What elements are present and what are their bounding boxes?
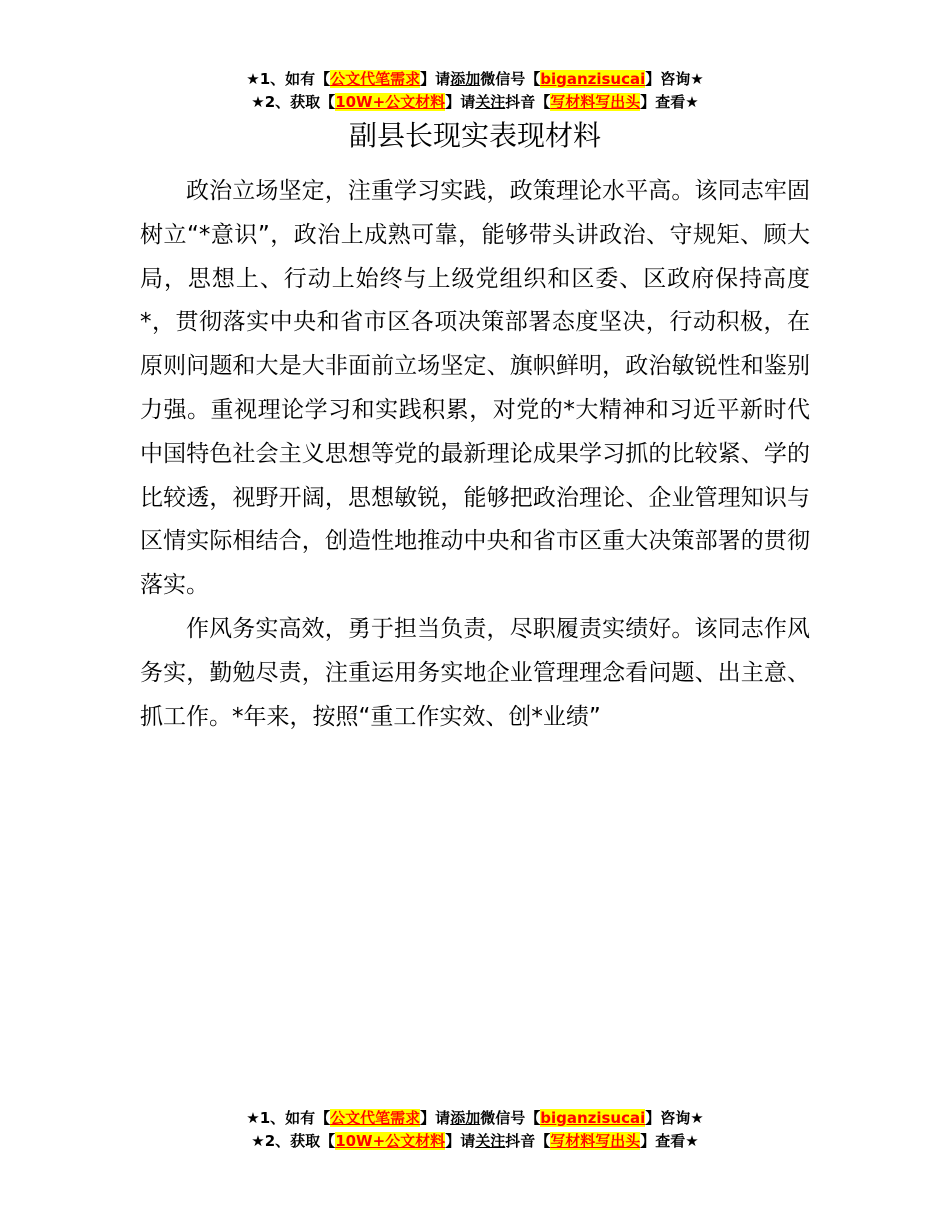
footer-line-2: [0, 1130, 950, 1153]
footer-line2-highlight-douyin: 写材料写出头: [550, 1132, 641, 1150]
banner-line-1: [0, 68, 950, 91]
footer-line1-mid2: 微信号【: [480, 1109, 541, 1127]
footer-line1-highlight-service: 公文代笔需求: [330, 1109, 421, 1127]
banner-line1-mid: 】请: [420, 70, 451, 88]
banner-line2-mid2: 抖音【: [505, 93, 551, 111]
footer-line-1: [0, 1107, 950, 1130]
banner-line2-highlight-douyin: 写材料写出头: [550, 93, 641, 111]
banner-line1-highlight-wechat: biganzisucai: [540, 70, 646, 88]
banner-line1-emphasis: 添加: [450, 70, 481, 88]
banner-line2-highlight-materials: 10W+公文材料: [335, 93, 446, 111]
banner-line2-mid: 】请: [445, 93, 476, 111]
banner-line2-emphasis: 关注: [475, 93, 506, 111]
banner-line1-suffix: 】咨询★: [645, 70, 704, 88]
footer-line1-prefix: ★1、如有【: [246, 1109, 331, 1127]
body-paragraph-2: 作风务实高效，勇于担当负责，尽职履责实绩好。该同志作风务实，勤勉尽责，注重运用务实地企业管理理念看问题、出主意、抓工作。*年来，按照“重工作实效、创*业绩”: [140, 615, 810, 730]
footer-line2-prefix: ★2、获取【: [251, 1132, 336, 1150]
banner-line2-prefix: ★2、获取【: [251, 93, 336, 111]
footer-line1-emphasis: 添加: [450, 1109, 481, 1127]
footer-banner: [0, 1107, 950, 1153]
document-body: [140, 170, 810, 739]
banner-line1-highlight-service: 公文代笔需求: [330, 70, 421, 88]
footer-line2-mid2: 抖音【: [505, 1132, 551, 1150]
footer-line2-highlight-materials: 10W+公文材料: [335, 1132, 446, 1150]
banner-line2-suffix: 】查看★: [640, 93, 699, 111]
banner-line1-mid2: 微信号【: [480, 70, 541, 88]
banner-line-2: [0, 91, 950, 114]
footer-line1-mid: 】请: [420, 1109, 451, 1127]
banner-line1-prefix: ★1、如有【: [246, 70, 331, 88]
footer-line1-highlight-wechat: biganzisucai: [540, 1109, 646, 1127]
footer-line2-mid: 】请: [445, 1132, 476, 1150]
body-paragraph-1: 政治立场坚定，注重学习实践，政策理论水平高。该同志牢固树立“*意识”，政治上成熟可靠，能够带头讲政治、守规矩、顾大局，思想上、行动上始终与上级党组织和区委、区政府保持高度*，贯彻落实中央和省市区各项决策部署态度坚决，行动积极，在原则问题和大是大非面前立场坚定、旗帜鲜明，政治敏锐性和鉴别力强。重视理论学习和实践积累，对党的*大精神和习近平新时代中国特色社会主义思想等党的最新理论成果学习抓的比较紧、学的比较透，视野开阔，思想敏锐，能够把政治理论、企业管理知识与区情实际相结合，创造性地推动中央和省市区重大决策部署的贯彻落实。: [140, 178, 810, 599]
header-banner: [0, 68, 950, 114]
footer-line2-suffix: 】查看★: [640, 1132, 699, 1150]
footer-line2-emphasis: 关注: [475, 1132, 506, 1150]
footer-line1-suffix: 】咨询★: [645, 1109, 704, 1127]
document-title: 副县长现实表现材料: [348, 119, 601, 152]
